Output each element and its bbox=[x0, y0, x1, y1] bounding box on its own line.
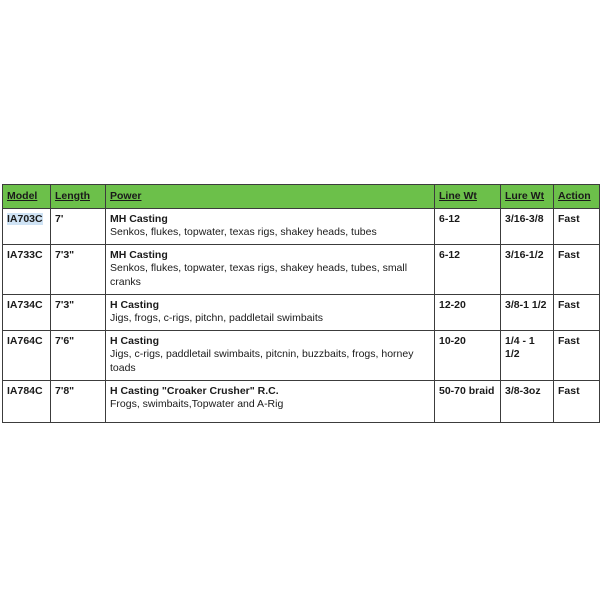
table-row bbox=[3, 208, 600, 244]
cell-power bbox=[106, 244, 435, 294]
power-description: Frogs, swimbaits,Topwater and A-Rig bbox=[110, 398, 284, 410]
power-title: H Casting bbox=[110, 298, 160, 311]
power-description: Senkos, flukes, topwater, texas rigs, shakey heads, tubes, small cranks bbox=[110, 262, 408, 288]
header-lure-wt: Lure Wt bbox=[501, 185, 554, 209]
cell-power bbox=[106, 330, 435, 380]
cell-action: Fast bbox=[554, 208, 600, 244]
table-header-row bbox=[3, 185, 600, 209]
power-title: H Casting "Croaker Crusher" R.C. bbox=[110, 384, 279, 397]
table-row bbox=[3, 380, 600, 422]
cell-lure-wt: 3/16-1/2 bbox=[501, 244, 554, 294]
cell-power bbox=[106, 380, 435, 422]
power-title: MH Casting bbox=[110, 212, 168, 225]
cell-action: Fast bbox=[554, 294, 600, 330]
cell-action: Fast bbox=[554, 330, 600, 380]
cell-length: 7'6" bbox=[51, 330, 106, 380]
cell-length: 7'3" bbox=[51, 294, 106, 330]
power-title: H Casting bbox=[110, 334, 160, 347]
cell-line-wt: 12-20 bbox=[435, 294, 501, 330]
table-row bbox=[3, 294, 600, 330]
cell-length: 7' bbox=[51, 208, 106, 244]
header-length: Length bbox=[51, 185, 106, 209]
cell-lure-wt: 3/8-1 1/2 bbox=[501, 294, 554, 330]
cell-model: IA764C bbox=[3, 330, 51, 380]
cell-line-wt: 10-20 bbox=[435, 330, 501, 380]
cell-power bbox=[106, 208, 435, 244]
header-line-wt: Line Wt bbox=[435, 185, 501, 209]
cell-lure-wt: 3/8-3oz bbox=[501, 380, 554, 422]
power-description: Jigs, frogs, c-rigs, pitchn, paddletail swimbaits bbox=[110, 312, 323, 324]
cell-lure-wt: 1/4 - 1 1/2 bbox=[501, 330, 554, 380]
cell-line-wt: 50-70 braid bbox=[435, 380, 501, 422]
cell-model[interactable] bbox=[3, 208, 51, 244]
cell-model: IA734C bbox=[3, 294, 51, 330]
cell-action: Fast bbox=[554, 244, 600, 294]
table-row bbox=[3, 244, 600, 294]
power-title: MH Casting bbox=[110, 248, 168, 261]
cell-line-wt: 6-12 bbox=[435, 244, 501, 294]
header-power: Power bbox=[106, 185, 435, 209]
power-description: Jigs, c-rigs, paddletail swimbaits, pitcnin, buzzbaits, frogs, horney toads bbox=[110, 348, 414, 374]
header-action: Action bbox=[554, 185, 600, 209]
table-row bbox=[3, 330, 600, 380]
cell-action: Fast bbox=[554, 380, 600, 422]
rod-spec-table bbox=[2, 184, 600, 423]
cell-length: 7'8" bbox=[51, 380, 106, 422]
cell-length: 7'3" bbox=[51, 244, 106, 294]
cell-model: IA733C bbox=[3, 244, 51, 294]
power-description: Senkos, flukes, topwater, texas rigs, shakey heads, tubes bbox=[110, 226, 377, 238]
cell-lure-wt: 3/16-3/8 bbox=[501, 208, 554, 244]
cell-power bbox=[106, 294, 435, 330]
cell-model: IA784C bbox=[3, 380, 51, 422]
cell-line-wt: 6-12 bbox=[435, 208, 501, 244]
selected-model-text[interactable]: IA703C bbox=[7, 212, 43, 225]
header-model: Model bbox=[3, 185, 51, 209]
